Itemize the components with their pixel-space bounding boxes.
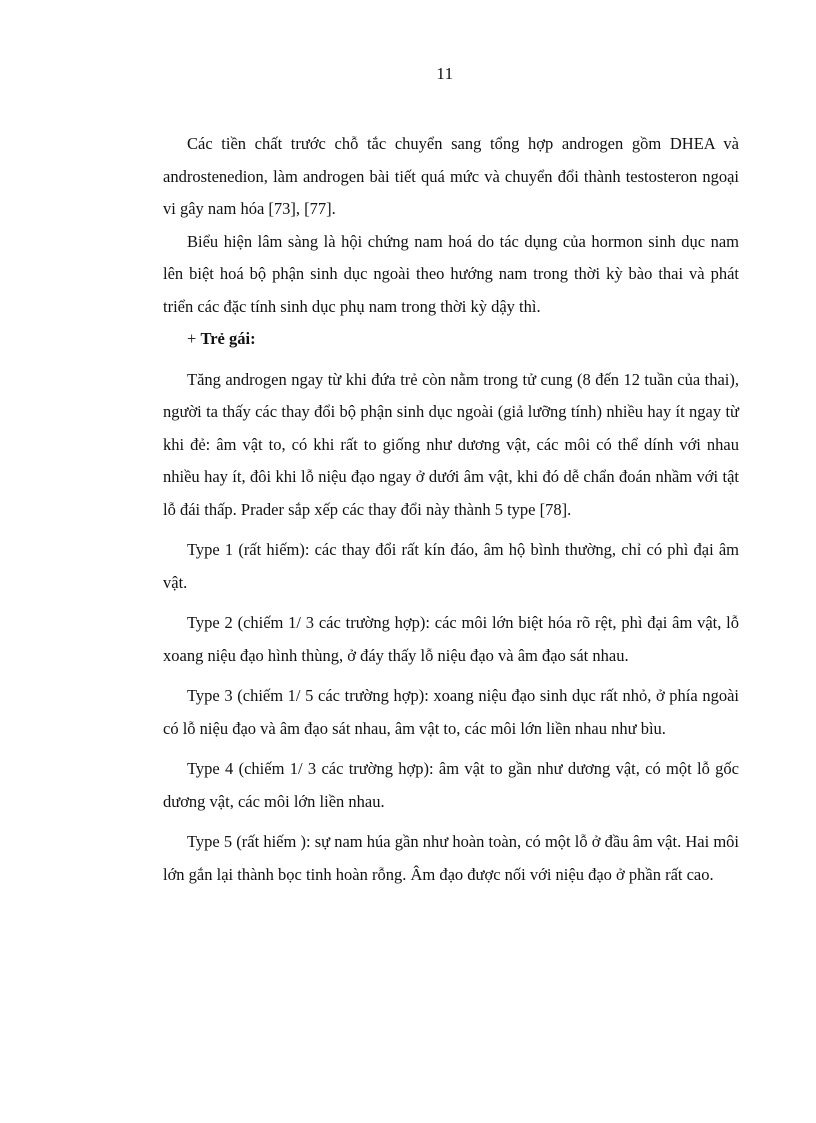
subheading-text: Trẻ gái: — [200, 329, 256, 348]
paragraph-type-3: Type 3 (chiếm 1/ 5 các trường hợp): xoang niệu đạo sinh dục rất nhỏ, ở phía ngoài có lỗ niệu đạo và âm đạo sát nhau, âm vật to, các môi lớn liền nhau như bìu. — [163, 686, 739, 738]
subheading-prefix: + — [187, 329, 201, 348]
document-body — [163, 128, 739, 891]
paragraph-androgen-precursors: Các tiền chất trước chỗ tắc chuyển sang tổng hợp androgen gồm DHEA và androstenedion, làm androgen bài tiết quá mức và chuyển đổi thành testosteron ngoại vi gây nam hóa [73], [77]. — [163, 134, 739, 218]
page-number: 11 — [436, 64, 454, 83]
paragraph-type-4: Type 4 (chiếm 1/ 3 các trường hợp): âm vật to gần như dương vật, có một lỗ gốc dương vật, các môi lớn liền nhau. — [163, 759, 739, 811]
subheading-girls — [163, 323, 739, 356]
paragraph-type-1: Type 1 (rất hiếm): các thay đổi rất kín đáo, âm hộ bình thường, chỉ có phì đại âm vật. — [163, 540, 739, 592]
paragraph-clinical-signs: Biểu hiện lâm sàng là hội chứng nam hoá do tác dụng của hormon sinh dục nam lên biệt hoá bộ phận sinh dục ngoài theo hướng nam trong thời kỳ bào thai và phát triển các đặc tính sinh dục phụ nam trong thời kỳ dậy thì. — [163, 231, 739, 316]
paragraph-type-2: Type 2 (chiếm 1/ 3 các trường hợp): các môi lớn biệt hóa rõ rệt, phì đại âm vật, lỗ xoang niệu đạo hình thùng, ở đáy thấy lỗ niệu đạo và âm đạo sát nhau. — [163, 613, 739, 665]
paragraph-type-5: Type 5 (rất hiếm ): sự nam húa gần như hoàn toàn, có một lỗ ở đầu âm vật. Hai môi lớn gắn lại thành bọc tinh hoàn rỗng. Âm đạo được nối với niệu đạo ở phần rất cao. — [163, 832, 739, 884]
paragraph-girls-description: Tăng androgen ngay từ khi đứa trẻ còn nằm trong tử cung (8 đến 12 tuần của thai), người ta thấy các thay đổi bộ phận sinh dục ngoài (giả lưỡng tính) nhiều hay ít ngay từ khi đẻ: âm vật to, có khi rất to giống như dương vật, các môi có thể dính với nhau nhiều hay ít, đôi khi lỗ niệu đạo ngay ở dưới âm vật, khi đó dễ chẩn đoán nhầm với tật lỗ đái thấp. Prader sắp xếp các thay đổi này thành 5 type [78]. — [163, 369, 739, 519]
